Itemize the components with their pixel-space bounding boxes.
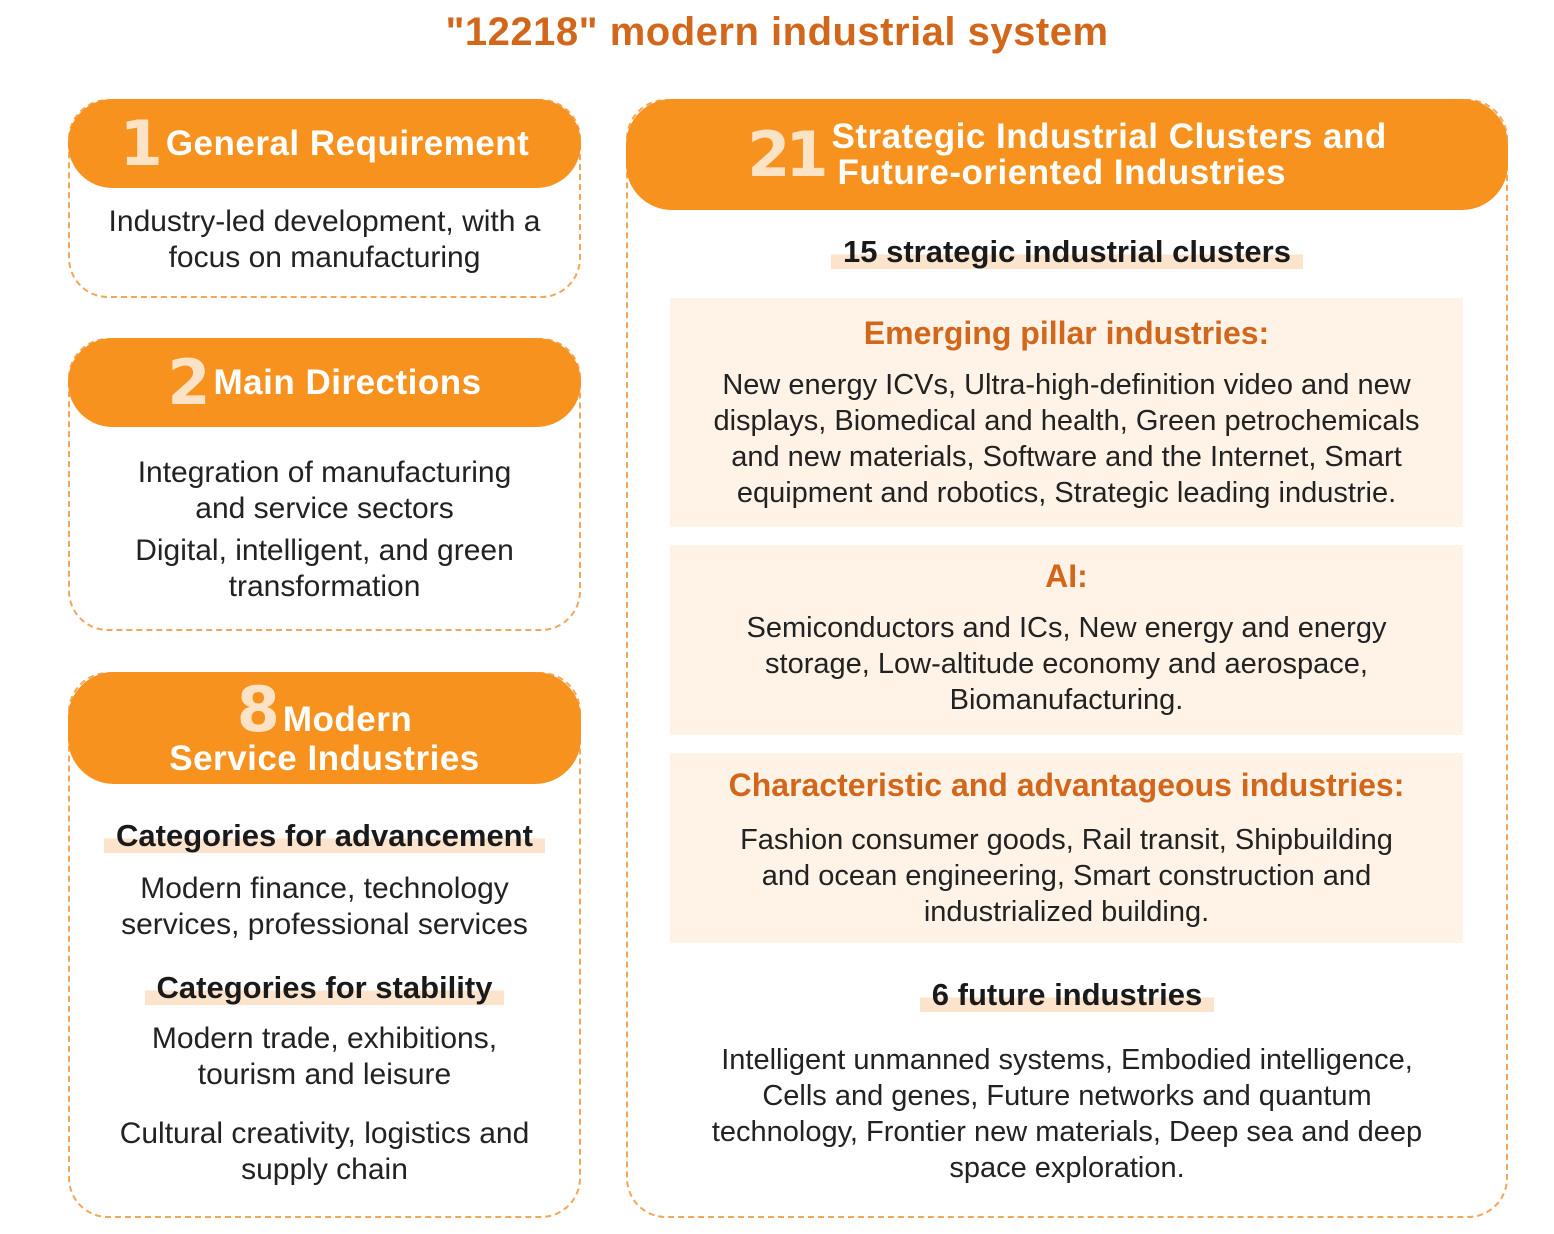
main-directions-number: 2 <box>167 345 206 419</box>
strategic-clusters-label-line2: Future-oriented Industries <box>837 152 1287 192</box>
main-directions-header <box>68 338 581 427</box>
strategic-clusters-card <box>626 99 1508 1218</box>
strategic-clusters-label <box>831 116 1387 192</box>
strategic-clusters-header <box>626 99 1508 210</box>
advancement-text: Modern finance, technology services, professional services <box>121 872 528 941</box>
cluster-panel <box>670 753 1463 943</box>
service-industries-number: 8 <box>236 673 275 746</box>
cluster-panel <box>670 545 1463 735</box>
main-directions-label: Main Directions <box>213 362 482 402</box>
general-requirement-header <box>68 99 581 188</box>
general-requirement-number: 1 <box>119 106 158 180</box>
stability-item: Modern trade, exhibitions, tourism and leisure <box>151 1022 498 1091</box>
clusters-heading: 15 strategic industrial clusters <box>831 235 1303 269</box>
page-title: "12218" modern industrial system <box>445 10 1109 54</box>
main-directions-card <box>68 338 581 631</box>
service-industries-label-line1: Modern <box>282 700 413 739</box>
cluster-panel <box>670 298 1463 527</box>
cluster-panel-heading: Characteristic and advantageous industries: <box>728 767 1405 803</box>
strategic-clusters-label-line1: Strategic Industrial Clusters and <box>831 116 1387 156</box>
service-industries-label-line2: Service Industries <box>169 739 480 778</box>
general-requirement-text: Industry-led development, with a focus on manufacturing <box>108 205 541 274</box>
service-industries-header <box>68 672 581 784</box>
cluster-panel-text: Fashion consumer goods, Rail transit, Shipbuilding and ocean engineering, Smart construction and industrialized building. <box>740 824 1393 928</box>
general-requirement-label: General Requirement <box>165 123 530 163</box>
advancement-heading: Categories for advancement <box>104 819 545 853</box>
cluster-panel-text: Semiconductors and ICs, New energy and energy storage, Low-altitude economy and aerospace, Biomanufacturing. <box>746 612 1387 716</box>
strategic-clusters-number: 21 <box>747 117 824 191</box>
cluster-panel-text: New energy ICVs, Ultra-high-definition video and new displays, Biomedical and health, Green petrochemicals and new materials, Software and the Internet, Smart equipment and robotics, Strategic leading industrie. <box>713 369 1420 509</box>
main-directions-item: Integration of manufacturing and service sectors <box>137 456 512 525</box>
general-requirement-card <box>68 99 581 298</box>
service-industries-label <box>169 673 480 778</box>
main-directions-item: Digital, intelligent, and green transformation <box>135 534 514 603</box>
service-industries-card <box>68 672 581 1218</box>
future-heading: 6 future industries <box>920 978 1214 1012</box>
stability-item: Cultural creativity, logistics and supply chain <box>119 1117 530 1186</box>
stability-heading: Categories for stability <box>145 971 505 1005</box>
cluster-panel-heading: Emerging pillar industries: <box>863 315 1270 351</box>
cluster-panel-heading: AI: <box>1045 558 1088 594</box>
future-text: Intelligent unmanned systems, Embodied intelligence, Cells and genes, Future networks and quantum technology, Frontier new materials, Deep sea and deep space exploration. <box>711 1044 1423 1184</box>
